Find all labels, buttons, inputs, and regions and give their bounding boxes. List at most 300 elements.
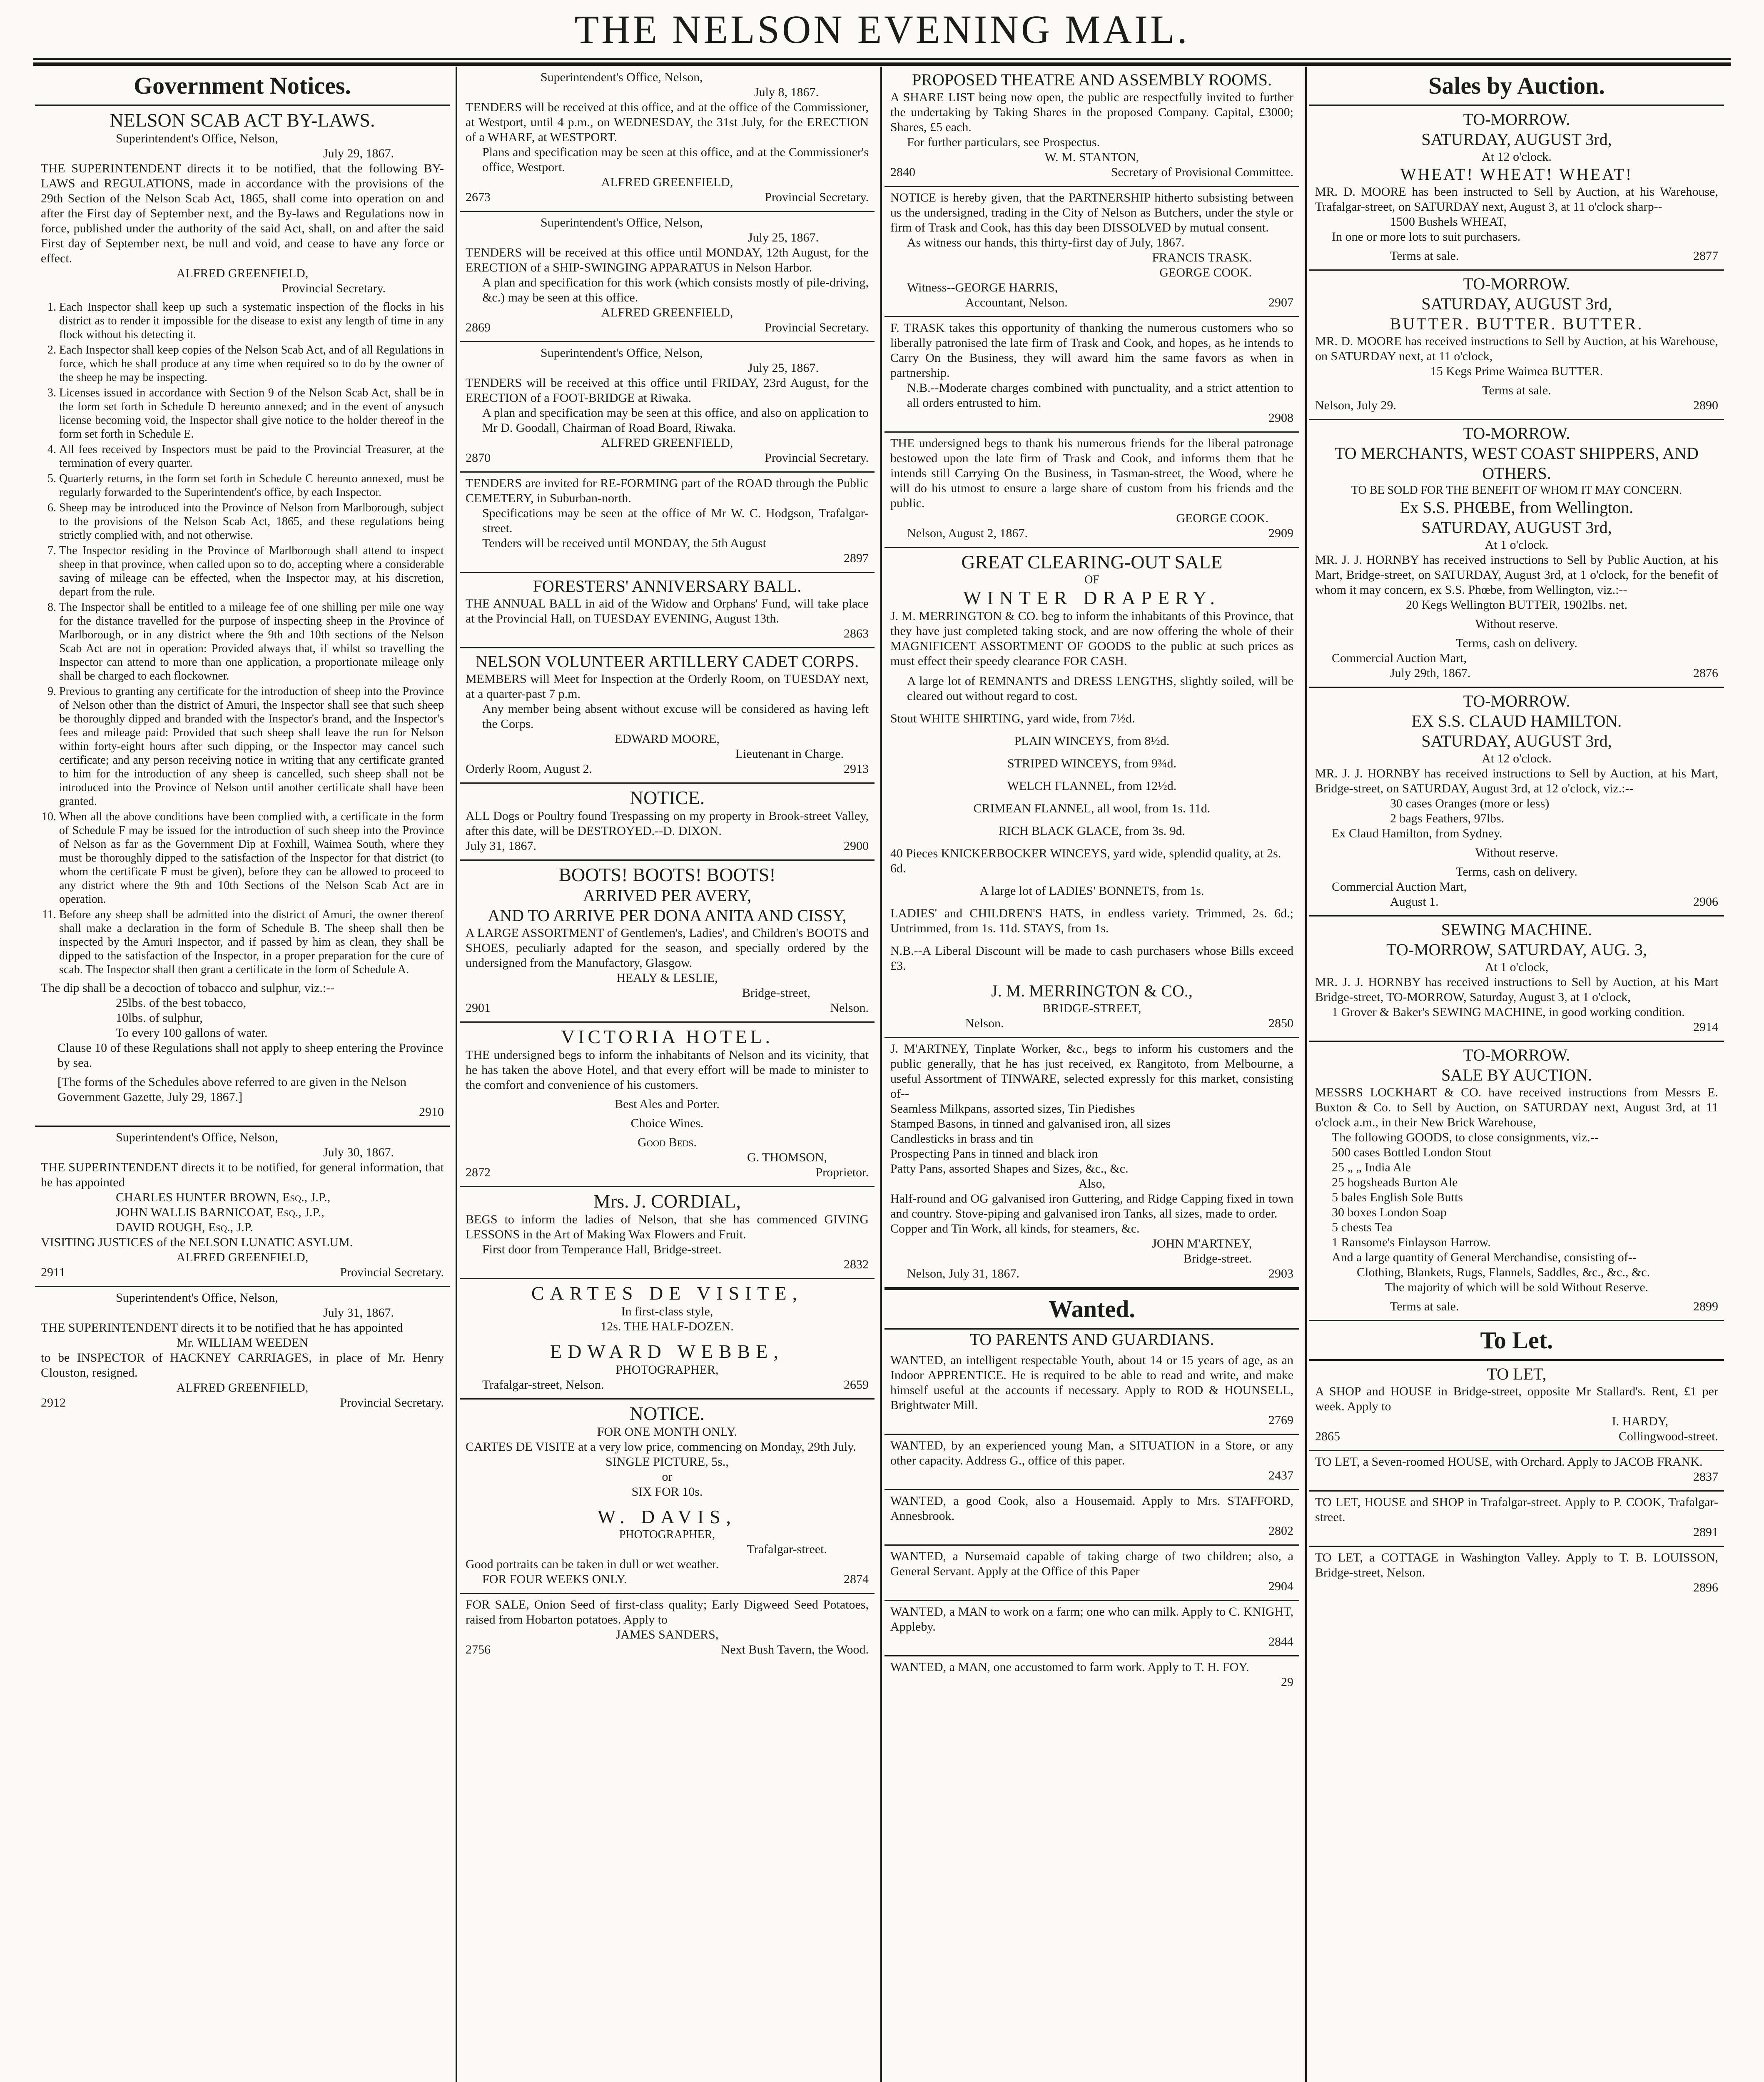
claud-item: 2 bags Feathers, 97lbs. [1390,812,1505,825]
ad-number: 2912 [41,1396,66,1410]
cartes-line1: In first-class style, [621,1305,713,1318]
ad-number: 2769 [1268,1413,1293,1427]
davis-six: SIX FOR 10s. [631,1485,703,1499]
hackney-office: Superintendent's Office, Nelson, [116,1291,278,1305]
ad-number: 2890 [1693,398,1718,412]
lockhart-text4: Clothing, Blankets, Rugs, Flannels, Saddles, &c., &c., &c. [1357,1265,1650,1279]
merchants-tomorrow: TO-MORROW. [1463,424,1570,443]
to-let-ad [1309,1451,1724,1492]
ad-number: 2850 [1268,1016,1293,1030]
bridge-tender [460,342,875,473]
hotel-heading: VICTORIA HOTEL. [561,1026,774,1047]
drapery-signer: J. M. MERRINGTON & CO., [991,981,1193,1000]
section-sales-by-auction: Sales by Auction. [1309,67,1724,106]
road-text3: Tenders will be received until MONDAY, the 5th August [482,536,766,550]
ad-number: 2673 [466,190,491,204]
wanted-ad [884,1656,1299,1696]
lockhart-item: 25 „ „ India Ale [1332,1161,1411,1174]
merchants-ship: Ex S.S. PHŒBE, from Wellington. [1400,498,1634,517]
hackney-text2: to be INSPECTOR of HACKNEY CARRIAGES, in place of Mr. Henry Clouston, resigned. [41,1351,444,1380]
scab-office: Superintendent's Office, Nelson, [116,132,278,145]
wanted-ad [884,1435,1299,1490]
ship-office: Superintendent's Office, Nelson, [541,216,703,229]
lockhart-text2: The following GOODS, to close consignments, viz.-- [1332,1131,1599,1144]
ad-number: 2907 [1268,296,1293,309]
scab-date: July 29, 1867. [323,147,394,160]
lockhart-text3: And a large quantity of General Merchandise, consisting of-- [1332,1250,1637,1264]
wharf-footer [466,190,869,205]
ad-number: 2832 [844,1258,869,1271]
lockhart-item: 25 hogsheads Burton Ale [1332,1175,1458,1189]
tolet-ad-text: TO LET, HOUSE and SHOP in Trafalgar-street. Apply to P. COOK, Trafalgar-street. [1315,1495,1718,1524]
ship-text: TENDERS will be received at this office until MONDAY, 12th August, for the ERECTION of a SHIP-SWINGING APPARATUS in Nelson Harbor. [466,246,869,274]
asylum-name: DAVID ROUGH, Esq., J.P. [116,1220,253,1234]
sale-footer [466,1642,869,1657]
ad-number: 2897 [844,551,869,565]
ship-tender [460,212,875,342]
ship-footer [466,320,869,335]
theatre-footer [890,165,1293,180]
cordial-ad [460,1187,875,1279]
ship-signer-title: Provincial Secretary. [765,321,869,334]
ad-number: 2906 [1693,895,1718,909]
hotel-signer: G. THOMSON, [747,1151,827,1164]
hackney-signer-title: Provincial Secretary. [340,1396,444,1410]
masthead-title: THE NELSON EVENING MAIL. [574,7,1190,52]
cordial-text2: First door from Temperance Hall, Bridge-street. [482,1243,722,1256]
drapery-item: RICH BLACK GLACE, from 3s. 9d. [998,824,1186,838]
claud-tomorrow: TO-MORROW. [1463,692,1570,710]
hackney-name: Mr. WILLIAM WEEDEN [176,1336,309,1350]
tinplate-date: Nelson, July 31, 1867. [907,1267,1019,1280]
lockhart-heading: SALE BY AUCTION. [1441,1066,1592,1084]
lockhart-terms: Terms at sale. [1390,1300,1459,1313]
victoria-hotel-ad [460,1023,875,1187]
sewing-item: 1 Grover & Baker's SEWING MACHINE, in good working condition. [1332,1005,1685,1019]
road-text2: Specifications may be seen at the office of Mr W. C. Hodgson, Trafalgar-street. [482,506,869,535]
regulation-item: 7. The Inspector residing in the Province of Marlborough shall attend to inspect sheep in that province, when called upon so to do, accepting where a considerable saving of mileage can be effected, when the Inspector may, at his discretion, depart from the rule. [59,544,444,599]
tolet-signer: I. HARDY, [1612,1415,1668,1428]
column-divider-3 [1305,67,1307,2082]
bridge-text: TENDERS will be received at this office until FRIDAY, 23rd August, for the ERECTION of a FOOT-BRIDGE at Riwaka. [466,376,869,405]
sewing-text: MR. J. J. HORNBY has received instructions to Sell by Auction, at his Mart Bridge-street, TO-MORROW, Saturday, August 3, at 1 o'clock, [1315,975,1718,1004]
ad-number: 2914 [1693,1020,1718,1034]
column-divider-1 [456,67,457,2082]
claud-date2: August 1. [1390,895,1439,909]
ad-number: 2874 [844,1572,869,1586]
column-3 [884,67,1299,2082]
cartes-name: EDWARD WEBBE, [550,1341,784,1362]
merchants-mart: Commercial Auction Mart, [1332,651,1467,665]
boots-place: Nelson. [830,1001,869,1015]
asylum-date: July 30, 1867. [323,1146,394,1159]
lockhart-auction [1309,1042,1724,1321]
asylum-signer: ALFRED GREENFIELD, [176,1250,309,1264]
regulation-item: 4. All fees received by Inspectors must be paid to the Provincial Treasurer, at the termination of every quarter. [59,443,444,470]
trask-text: F. TRASK takes this opportunity of thanking the numerous customers who so liberally patronised the late firm of Trask and Cook, and hopes, as he intends to Carry On the Business, they will award him the same favors as when in partnership. [890,321,1293,380]
merchants-item: 20 Kegs Wellington BUTTER, 1902lbs. net. [1405,598,1627,612]
dogs-footer [466,839,869,854]
cartes-line2: 12s. THE HALF-DOZEN. [600,1320,734,1333]
cordial-text: BEGS to inform the ladies of Nelson, that she has commenced GIVING LESSONS in the Art of Making Wax Flowers and Fruit. [466,1213,869,1241]
tolet-address: Collingwood-street. [1618,1430,1718,1443]
lockhart-text: MESSRS LOCKHART & CO. have received instructions from Messrs E. Buxton & Co. to Sell by Auction, on SATURDAY next, August 3rd, at 11 o'clock a.m., in their New Brick Warehouse, [1315,1086,1718,1129]
davis-title: PHOTOGRAPHER, [619,1528,715,1541]
tinplate-street: Bridge-street. [1183,1252,1252,1265]
masthead [33,7,1731,65]
asylum-signer-title: Provincial Secretary. [340,1265,444,1279]
artillery-footer [466,762,869,777]
hotel-item: Choice Wines. [630,1116,704,1130]
tinplate-item: Patty Pans, assorted Shapes and Sizes, &c., &c. [890,1162,1129,1175]
merchants-date: SATURDAY, AUGUST 3rd, [1421,518,1612,537]
lockhart-item: 500 cases Bottled London Stout [1332,1146,1492,1159]
partnership-text2: As witness our hands, this thirty-first day of July, 1867. [907,236,1185,249]
sale-signer: JAMES SANDERS, [615,1628,719,1641]
ad-number: 2909 [1268,526,1293,540]
tinplate-item: Candlesticks in brass and tin [890,1132,1034,1146]
dogs-text: ALL Dogs or Poultry found Trespassing on my property in Brook-street Valley, after this date, will be DESTROYED.--D. DIXON. [466,809,869,838]
ad-number: 2899 [1693,1300,1718,1313]
partnership-text: NOTICE is hereby given, that the PARTNERSHIP hitherto subsisting between us the undersigned, trading in the City of Nelson as Butchers, under the style or firm of Trask and Cook, has this day been DISSOLVED by mutual consent. [890,191,1293,234]
tinplate-signer: JOHN M'ARTNEY, [1152,1237,1252,1250]
asylum-name: JOHN WALLIS BARNICOAT, Esq., J.P., [116,1205,324,1219]
sewing-date: TO-MORROW, SATURDAY, AUG. 3, [1386,940,1647,959]
cook-date: Nelson, August 2, 1867. [907,526,1028,540]
cook-text: THE undersigned begs to thank his numerous friends for the liberal patronage bestowed upon the late firm of Trask and Cook, and informs them that he intends still Carrying On the Business, in Tasman-street, the Wood, where he will do his utmost to ensure a large share of custom from his friends and the public. [890,436,1293,510]
trask-notice [884,317,1299,433]
cordial-heading: Mrs. J. CORDIAL, [593,1190,741,1212]
sale-text: FOR SALE, Onion Seed of first-class quality; Early Digweed Seed Potatoes, raised from Hobarton potatoes. Apply to [466,1598,869,1626]
partnership-sig1: FRANCIS TRASK. [1152,251,1252,264]
wharf-text: TENDERS will be received at this office, and at the office of the Commissioner, at Westport, until 4 p.m., on WEDNESDAY, the 31st July, for the ERECTION of a WHARF, at WESTPORT. [466,100,869,144]
dip-item: 25lbs. of the best tobacco, [116,996,247,1010]
boots-heading: BOOTS! BOOTS! BOOTS! [558,864,776,885]
davis-text2: Good portraits can be taken in dull or wet weather. [466,1557,719,1571]
section-government-notices: Government Notices. [35,67,450,106]
partnership-sig2: GEORGE COOK. [1159,266,1252,279]
artillery-notice [460,648,875,784]
tolet-footer [1315,1429,1718,1444]
cartes-webbe-ad [460,1279,875,1400]
cartes-title: PHOTOGRAPHER, [615,1363,719,1377]
davis-footer [466,1572,869,1587]
butter-text: MR. D. MOORE has received instructions to Sell by Auction, at his Warehouse, on SATURDAY next, at 11 o'clock, [1315,334,1718,363]
ad-number: 2437 [1268,1469,1293,1482]
wanted-ad [884,1601,1299,1656]
wheat-auction [1309,106,1724,271]
davis-name: W. DAVIS, [597,1506,737,1527]
artillery-signer: EDWARD MOORE, [615,732,720,746]
ad-number: 2911 [41,1265,65,1279]
wheat-tomorrow: TO-MORROW. [1463,110,1570,129]
regulation-item: 10. When all the above conditions have been complied with, a certificate in the form of Schedule F may be issued for the introduction of such sheep into the Province of Nelson as far as the Government Dip at Foxhill, Waimea South, where they must be thoroughly dipped to the satisfaction of the Inspector for that district (to whom the certificate F must be given), before they can be allowed to proceed to any district where the 9th and 10th Sections of the Nelson Scab Act are in operation. [59,810,444,906]
hotel-text: THE undersigned begs to inform the inhabitants of Nelson and its vicinity, that he has taken the above Hotel, and that every effort will be made to minister to the comfort and convenience of his customers. [466,1048,869,1092]
ad-number: 2877 [1693,249,1718,263]
hackney-date: July 31, 1867. [323,1306,394,1320]
theatre-heading: PROPOSED THEATRE AND ASSEMBLY ROOMS. [912,70,1272,89]
ship-signer: ALFRED GREENFIELD, [601,306,733,319]
hotel-item: Good Beds. [638,1136,697,1149]
theatre-text2: For further particulars, see Prospectus. [907,135,1100,149]
butter-date2: Nelson, July 29. [1315,398,1396,412]
drapery-item: A large lot of LADIES' BONNETS, from 1s. [979,884,1204,898]
tinplate-item: Stamped Basons, in tinned and galvanised iron, all sizes [890,1117,1171,1131]
hackney-footer [41,1395,444,1410]
drapery-item: LADIES' and CHILDREN'S HATS, in endless variety. Trimmed, 2s. 6d.; Untrimmed, from 1s. 11d. STAYS, from 1s. [890,907,1293,935]
ad-number: 2837 [1693,1470,1718,1484]
artillery-signer-title: Lieutenant in Charge. [735,747,844,761]
forms-note: [The forms of the Schedules above referred to are given in the Nelson Government Gazette, July 29, 1867.] [57,1075,407,1104]
regulation-item: 5. Quarterly returns, in the form set forth in Schedule C hereunto annexed, must be regularly forwarded to the Superintendent's office, by each Inspector. [59,472,444,499]
asylum-visiting: VISITING JUSTICES of the NELSON LUNATIC ASYLUM. [41,1235,353,1249]
wanted-ad [884,1490,1299,1546]
ad-number: 2802 [1268,1524,1293,1538]
bridge-date: July 25, 1867. [747,361,819,375]
butter-footer [1315,398,1718,413]
drapery-text2: A large lot of REMNANTS and DRESS LENGTHS, slightly soiled, will be cleared out without regard to cost. [907,674,1293,703]
clause-10: Clause 10 of these Regulations shall not apply to sheep entering the Province by sea. [57,1041,443,1070]
boots-sub2: AND TO ARRIVE PER DONA ANITA AND CISSY, [488,906,847,925]
merchants-date2: July 29th, 1867. [1390,666,1471,680]
scab-signer: ALFRED GREENFIELD, [176,266,309,280]
davis-line1: FOR ONE MONTH ONLY. [597,1425,737,1439]
regulation-item: 1. Each Inspector shall keep up such a systematic inspection of the flocks in his district as to render it impossible for the disease to exist any length of time in any flock without his detecting it. [59,300,444,341]
ball-text: THE ANNUAL BALL in aid of the Widow and Orphans' Fund, will take place at the Provincial Hall, on TUESDAY EVENING, August 13th. [466,597,869,625]
wheat-text: MR. D. MOORE has been instructed to Sell by Auction, at his Warehouse, Trafalgar-street, on SATURDAY next, August 3, at 11 o'clock sharp-- [1315,185,1718,214]
claud-item: 30 cases Oranges (more or less) [1390,797,1550,810]
tinplate-item: Seamless Milkpans, assorted sizes, Tin Piedishes [890,1102,1135,1116]
wharf-office: Superintendent's Office, Nelson, [541,70,703,84]
ad-number: 2904 [1268,1579,1293,1593]
ball-heading: FORESTERS' ANNIVERSARY BALL. [533,577,802,595]
tolet-ad-text: TO LET, a Seven-roomed HOUSE, with Orchard. Apply to JACOB FRANK. [1315,1455,1703,1469]
davis-notice [460,1400,875,1594]
wharf-tender [460,67,875,212]
wharf-text2: Plans and specification may be seen at this office, and at the Commissioner's office, Westport. [482,145,869,174]
dogs-notice [460,784,875,861]
davis-weeks: FOR FOUR WEEKS ONLY. [482,1572,627,1586]
lockhart-footer [1315,1299,1718,1314]
sewing-time: At 1 o'clock, [1485,960,1549,974]
hotel-item: Best Ales and Porter. [615,1097,720,1111]
onion-seed-ad [460,1594,875,1663]
tolet-ad-text: TO LET, a COTTAGE in Washington Valley. Apply to T. B. LOUISSON, Bridge-street, Nelson. [1315,1551,1718,1579]
lockhart-text5: The majority of which will be sold Without Reserve. [1385,1280,1649,1294]
cook-signer: GEORGE COOK. [1176,511,1268,525]
davis-text: CARTES DE VISITE at a very low price, commencing on Monday, 29th July. [466,1440,856,1454]
artillery-text: MEMBERS will Meet for Inspection at the Orderly Room, on TUESDAY next, at a quarter-past 7 p.m. [466,672,869,701]
merchants-time: At 1 o'clock. [1485,538,1549,552]
column-2 [460,67,875,2082]
tinplate-also: Also, [1078,1177,1106,1190]
scab-heading: NELSON SCAB ACT BY-LAWS. [110,110,375,131]
boots-footer [466,1001,869,1016]
regulation-item: 9. Previous to granting any certificate for the introduction of sheep into the Province of Nelson other than the district of Amuri, the Inspector shall see that such sheep be thoroughly dipped and branded with the Inspector's brand, and the Inspector's fees and mileage paid: Provided that such sheep shall leave the run for Nelson within forty-eight hours after such dipping, or the Inspector may cancel such certificate; and any person receiving notice in writing that any certificate granted to him for the introduction of any sheep is cancelled, such sheep shall not be introduced into the Province of Nelson until another certificate shall have been granted. [59,685,444,808]
tinplate-text3: Copper and Tin Work, all kinds, for steamers, &c. [890,1222,1140,1235]
drapery-text: J. M. MERRINGTON & CO. beg to inform the inhabitants of this Province, that they have just completed taking stock, and are now offering the whole of their MAGNIFICENT ASSORTMENT OF GOODS to the public at such prices as must effect their speedy clearance FOR CASH. [890,609,1293,668]
claud-footer [1315,894,1718,909]
wanted-text: WANTED, a Nursemaid capable of taking charge of two children; also, a General Servant. Apply at the Office of this Paper [890,1549,1293,1578]
ad-number: 2910 [419,1105,444,1119]
drapery-item: PLAIN WINCEYS, from 8½d. [1014,734,1170,748]
wheat-date: SATURDAY, AUGUST 3rd, [1421,130,1612,149]
hackney-notice [35,1287,450,1416]
lockhart-item: 5 bales English Sole Butts [1332,1190,1463,1204]
hotel-signer-title: Proprietor. [815,1166,869,1179]
merchants-reserve: Without reserve. [1475,617,1558,631]
merchants-sub: TO BE SOLD FOR THE BENEFIT OF WHOM IT MAY CONCERN. [1351,484,1682,497]
asylum-notice [35,1127,450,1287]
wheat-heading: WHEAT! WHEAT! WHEAT! [1400,165,1633,184]
ad-number: 2659 [844,1378,869,1392]
drapery-heading2: WINTER DRAPERY. [963,587,1221,608]
dip-item: To every 100 gallons of water. [116,1026,268,1040]
tinplate-footer [890,1266,1293,1281]
wanted-text: WANTED, by an experienced young Man, a SITUATION in a Store, or any other capacity. Address G., office of this paper. [890,1439,1293,1467]
davis-heading: NOTICE. [629,1403,705,1424]
drapery-nb: N.B.--A Liberal Discount will be made to cash purchasers whose Bills exceed £3. [890,944,1293,973]
drapery-sale-ad [884,548,1299,1038]
wheat-terms: Terms at sale. [1390,249,1459,263]
asylum-footer [41,1265,444,1280]
ad-number: 2870 [466,451,491,465]
scab-regulations-list [41,300,444,976]
asylum-text: THE SUPERINTENDENT directs it to be notified, for general information, that he has appointed [41,1161,444,1189]
drapery-item: CRIMEAN FLANNEL, all wool, from 1s. 11d. [973,802,1211,815]
ad-number: 2900 [844,839,869,853]
ad-number: 2896 [1693,1581,1718,1594]
regulation-item: 11. Before any sheep shall be admitted into the district of Amuri, the owner thereof shall make a declaration in the form of Schedule B. The sheep shall then be inspected by the Amuri Inspector, and if passed by him as clean, they shall be dipped to the satisfaction of the Inspector, in a proper preparation for the cure of scab. The Inspector shall then grant a certificate in the form of Schedule A. [59,908,444,976]
claud-hamilton-auction [1309,688,1724,916]
claud-reserve: Without reserve. [1475,846,1558,859]
drapery-of: OF [1084,573,1099,586]
cook-notice [884,433,1299,548]
section-to-let: To Let. [1309,1321,1724,1361]
claud-item: Ex Claud Hamilton, from Sydney. [1332,827,1502,840]
butter-date: SATURDAY, AUGUST 3rd, [1421,294,1612,313]
partnership-footer [890,295,1293,310]
notice-heading: NOTICE. [629,787,705,808]
drapery-item: STRIPED WINCEYS, from 9¾d. [1007,757,1177,770]
scab-intro: THE SUPERINTENDENT directs it to be notified, that the following BY-LAWS and REGULATIONS, made in accordance with the provisions of the 29th Section of the Nelson Scab Act, 1865, shall come into operation on and after the First day of September next, and the By-laws and Regulations now in force, published under the authority of the said Act, shall, on and after the said First day of September next, be null and void, and cease to have any force or effect. [41,162,444,265]
ad-number: 2865 [1315,1430,1340,1443]
wheat-item: 1500 Bushels WHEAT, [1390,215,1507,229]
ad-number: 29 [1281,1675,1293,1689]
davis-or: or [662,1470,673,1484]
ship-text2: A plan and specification for this work (which consists mostly of pile-driving, &c.) may be seen at this office. [482,276,869,304]
wanted-text: WANTED, a good Cook, also a Housemaid. Apply to Mrs. STAFFORD, Annesbrook. [890,1494,1293,1523]
wharf-signer: ALFRED GREENFIELD, [601,175,733,189]
masthead-rule-bottom [33,62,1731,66]
asylum-office: Superintendent's Office, Nelson, [116,1131,278,1144]
ad-number: 2872 [466,1166,491,1179]
hackney-text: THE SUPERINTENDENT directs it to be notified that he has appointed [41,1321,403,1335]
sewing-machine-auction [1309,916,1724,1042]
butter-auction [1309,271,1724,420]
ad-number: 2756 [466,1643,491,1656]
davis-street: Trafalgar-street. [747,1542,827,1556]
wanted-ad [884,1546,1299,1601]
regulation-item: 2. Each Inspector shall keep copies of the Nelson Scab Act, and of all Regulations in force, which he shall produce at any time when required so to do by the owner of the sheep he may be inspecting. [59,343,444,384]
claud-mart: Commercial Auction Mart, [1332,880,1467,894]
claud-time: At 12 o'clock. [1482,752,1552,765]
partnership-witness: Witness--GEORGE HARRIS, [907,281,1058,294]
sewing-heading: SEWING MACHINE. [1441,920,1592,939]
ad-number: 2908 [1268,411,1293,425]
road-tender [460,473,875,573]
boots-signer: HEALY & LESLIE, [616,971,718,985]
column-divider-2 [880,67,882,2082]
claud-terms: Terms, cash on delivery. [1456,865,1577,879]
wheat-time: At 12 o'clock. [1482,150,1552,164]
dogs-date: July 31, 1867. [466,839,537,853]
lockhart-item: 5 chests Tea [1332,1220,1393,1234]
wanted-text: WANTED, a MAN, one accustomed to farm work. Apply to T. H. FOY. [890,1660,1249,1674]
regulation-item: 6. Sheep may be introduced into the Province of Nelson from Marlborough, subject to the provisions of the Nelson Scab Act, 1865, and these regulations being strictly complied with, and not otherwise. [59,501,444,542]
bridge-signer: ALFRED GREENFIELD, [601,436,733,450]
wanted-text: WANTED, a MAN to work on a farm; one who can milk. Apply to C. KNIGHT, Appleby. [890,1605,1293,1634]
artillery-heading: NELSON VOLUNTEER ARTILLERY CADET CORPS. [475,652,859,671]
regulation-item: 8. The Inspector shall be entitled to a mileage fee of one shilling per mile one way for the distance travelled for the purpose of inspecting sheep in the Province of Marlborough, or in any district where the 9th and 10th sections of the Nelson Scab Act are not in operation: Provided always that, if whilst so travelling the Inspector can attend to more than one application, a proportionate mileage only shall be charged to each flockowner. [59,600,444,683]
tinplate-text: J. M'ARTNEY, Tinplate Worker, &c., begs to inform his customers and the public generally, that he has just received, ex Rangitoto, from Melbourne, a useful Assortment of TINWARE, selected expressly for this market, consisting of-- [890,1042,1293,1101]
ad-number: 2840 [890,165,915,179]
wanted-text: WANTED, an intelligent respectable Youth, about 14 or 15 years of age, as an Indoor APPRENTICE. He is required to be able to read and write, and make himself useful at the accounts if necessary. Apply to ROD & HOUNSELL, Brightwater Mill. [890,1353,1293,1412]
to-let-ad [1309,1492,1724,1547]
dip-intro: The dip shall be a decoction of tobacco and sulphur, viz.:-- [41,981,335,995]
column-4 [1309,67,1724,2082]
scab-act-notice [35,106,450,1127]
wanted-heading: TO PARENTS AND GUARDIANS. [969,1330,1214,1349]
sale-address: Next Bush Tavern, the Wood. [721,1643,869,1656]
lockhart-item: 1 Ransome's Finlayson Harrow. [1332,1235,1491,1249]
wheat-item2: In one or more lots to suit purchasers. [1332,230,1521,244]
ad-number: 2876 [1693,666,1718,680]
davis-single: SINGLE PICTURE, 5s., [605,1455,729,1469]
butter-terms: Terms at sale. [1482,384,1551,397]
butter-item: 15 Kegs Prime Waimea BUTTER. [1430,364,1603,378]
foresters-ball [460,573,875,648]
drapery-place: Nelson. [965,1016,1004,1030]
ad-number: 2901 [466,1001,491,1015]
butter-tomorrow: TO-MORROW. [1463,274,1570,293]
claud-ship: EX S.S. CLAUD HAMILTON. [1411,712,1622,730]
dip-item: 10lbs. of sulphur, [116,1011,203,1025]
bridge-text2: A plan and specification may be seen at this office, and also on application to Mr D. Goodall, Chairman of Road Board, Riwaka. [482,406,869,435]
boots-ad [460,861,875,1023]
drapery-street: BRIDGE-STREET, [1042,1001,1141,1015]
theatre-text: A SHARE LIST being now open, the public are respectfully invited to further the undertaking by Taking Shares in the proposed Company. Capital, £3000; Shares, £5 each. [890,90,1293,134]
wharf-date: July 8, 1867. [754,85,819,99]
theatre-ad [884,67,1299,187]
boots-street: Bridge-street, [742,986,810,1000]
wanted-ad [884,1350,1299,1435]
merchants-terms: Terms, cash on delivery. [1456,636,1577,650]
drapery-item: 40 Pieces KNICKERBOCKER WINCEYS, yard wide, splendid quality, at 2s. 6d. [890,847,1281,875]
asylum-name: CHARLES HUNTER BROWN, Esq., J.P., [116,1190,331,1204]
tolet-heading: TO LET, [1487,1365,1547,1383]
bridge-footer [466,451,869,466]
hotel-footer [466,1165,869,1180]
ship-date: July 25, 1867. [747,231,819,244]
partnership-notice [884,187,1299,317]
drapery-heading: GREAT CLEARING-OUT SALE [961,551,1223,573]
column-1 [35,67,450,2082]
cartes-heading: CARTES DE VISITE, [531,1283,803,1304]
wheat-footer [1315,249,1718,264]
merchants-text: MR. J. J. HORNBY has received instructions to Sell by Public Auction, at his Mart, Bridge-street, on SATURDAY, August 3rd, at 1 o'clock, for the benefit of whom it may concern, ex S.S. Phœbe, from Wellington, viz.:-- [1315,553,1718,597]
to-let-shop [1309,1361,1724,1451]
